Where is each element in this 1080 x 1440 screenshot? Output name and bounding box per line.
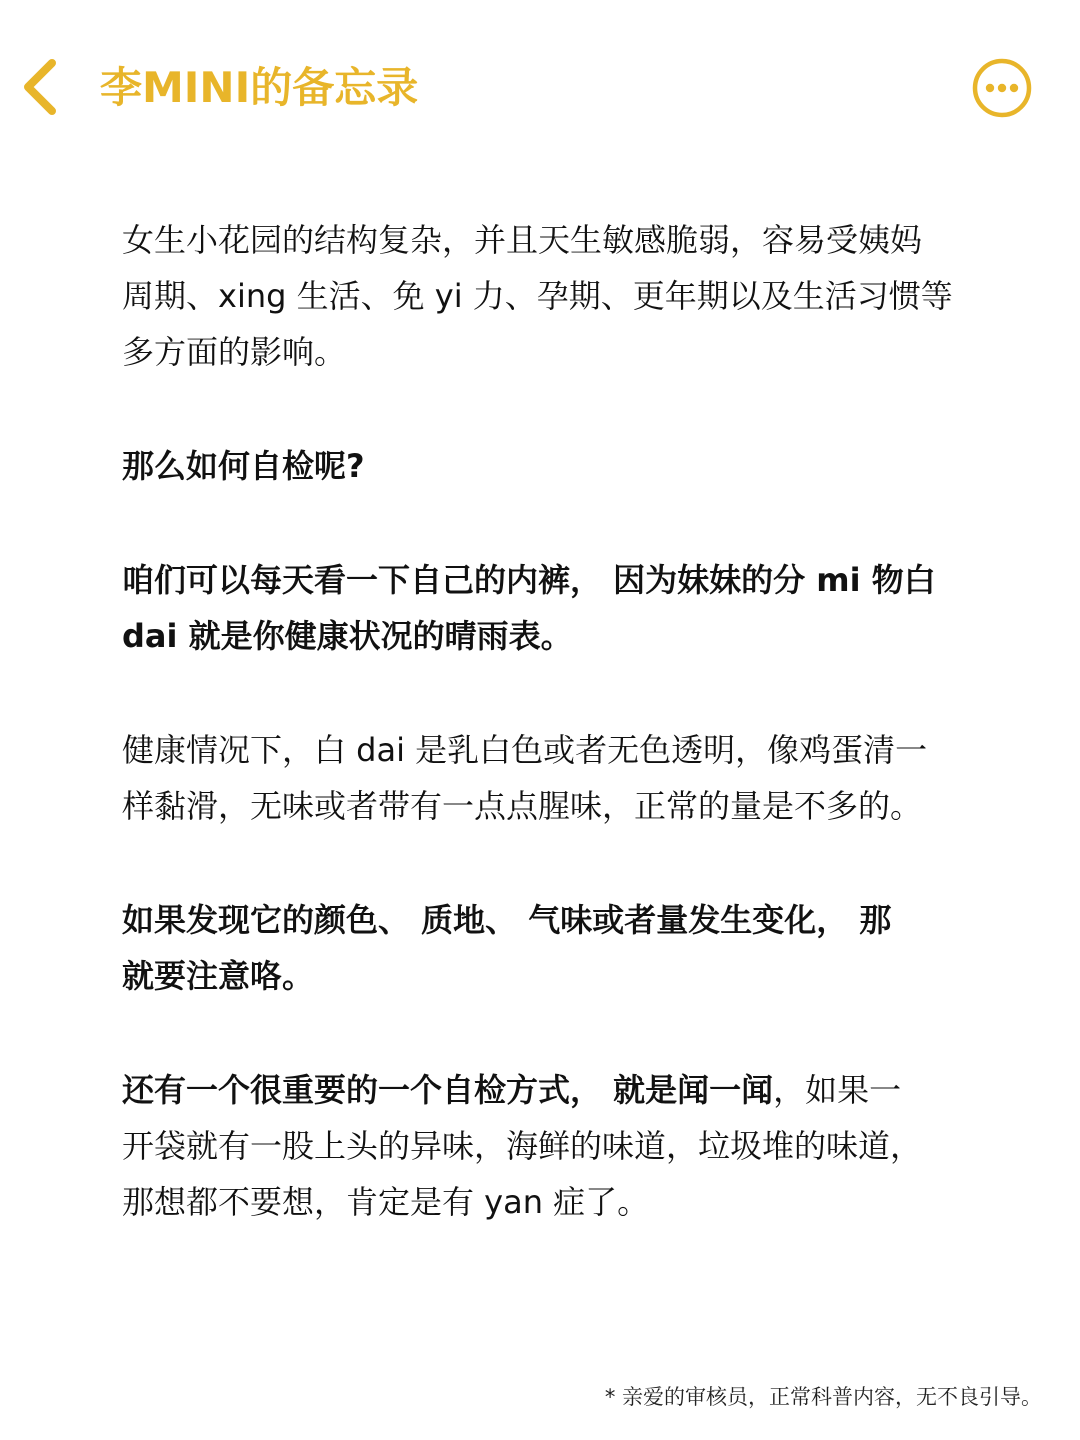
- back-button[interactable]: [14, 55, 70, 119]
- paragraph-intro: [122, 212, 972, 380]
- regular-text: ，如果一: [773, 1071, 902, 1109]
- text-line: 周期、xing 生活、免 yi 力、孕期、更年期以及生活习惯等: [122, 277, 953, 315]
- paragraph-question: [122, 438, 972, 494]
- text-line: 多方面的影响。: [122, 333, 347, 371]
- text-line: 样黏滑，无味或者带有一点点腥味，正常的量是不多的。: [122, 787, 923, 825]
- text-line: 那么如何自检呢?: [122, 447, 365, 485]
- chevron-left-icon: [14, 55, 70, 119]
- text-line: 就要注意咯。: [122, 957, 315, 995]
- note-title: 李MINI的备忘录: [100, 63, 419, 112]
- text-line: 咱们可以每天看一下自己的内裤， 因为妹妹的分 mi 物白: [122, 561, 936, 599]
- paragraph-healthy-state: [122, 722, 972, 834]
- text-line: 如果发现它的颜色、 质地、 气味或者量发生变化， 那: [122, 901, 892, 939]
- text-line: 女生小花园的结构复杂，并且天生敏感脆弱，容易受姨妈: [122, 221, 923, 259]
- note-body: [122, 212, 972, 1288]
- note-header: [0, 0, 1080, 175]
- text-line: dai 就是你健康状况的晴雨表。: [122, 617, 573, 655]
- text-line: 健康情况下，白 dai 是乳白色或者无色透明，像鸡蛋清一: [122, 731, 928, 769]
- bold-text: 还有一个很重要的一个自检方式， 就是闻一闻: [122, 1071, 774, 1109]
- paragraph-daily-check: [122, 552, 972, 664]
- more-options-button[interactable]: [971, 57, 1033, 119]
- text-line: [122, 1062, 972, 1118]
- text-line: 那想都不要想，肯定是有 yan 症了。: [122, 1183, 650, 1221]
- paragraph-change-warning: [122, 892, 972, 1004]
- paragraph-smell-check: [122, 1062, 972, 1230]
- more-horizontal-icon: [971, 57, 1033, 119]
- text-line: 开袋就有一股上头的异味，海鲜的味道，垃圾堆的味道，: [122, 1127, 923, 1165]
- disclaimer-footnote: * 亲爱的审核员，正常科普内容，无不良引导。: [604, 1385, 1042, 1409]
